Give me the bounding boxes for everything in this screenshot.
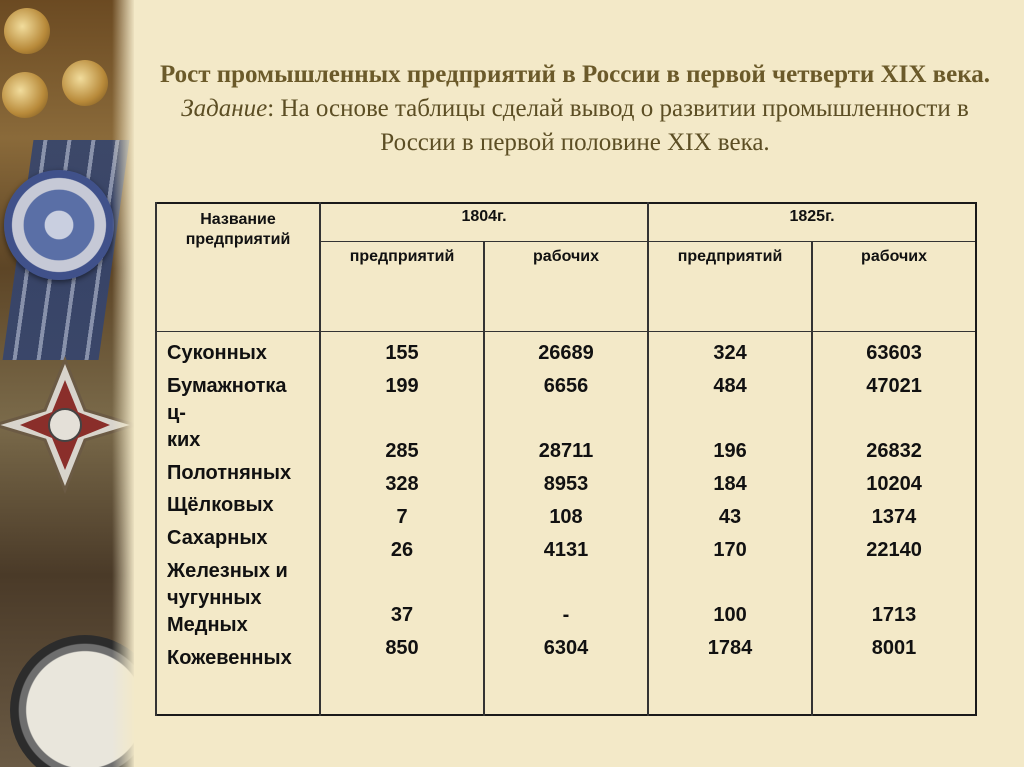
value-cell: 8001 <box>871 637 917 660</box>
row-name: Щёлковых <box>167 494 274 517</box>
value-cell: 10204 <box>866 473 922 496</box>
value-cell: 184 <box>713 473 747 496</box>
row-name: ц- <box>167 401 186 424</box>
col-1825-workers <box>812 332 976 716</box>
value-cell <box>322 572 482 605</box>
row-name: Суконных <box>167 342 267 364</box>
task-label: Задание <box>181 95 268 122</box>
header-year-1804: 1804г. <box>320 203 648 242</box>
row-name: Кожевенных <box>167 646 292 669</box>
row-name: Полотняных <box>167 461 292 484</box>
value-cell: 47021 <box>866 374 922 397</box>
value-cell: 8953 <box>543 473 589 496</box>
row-name: ких <box>167 428 201 451</box>
value-cell: 328 <box>385 473 419 496</box>
value-cell: 6656 <box>543 374 589 397</box>
value-cell <box>486 670 646 703</box>
value-cell <box>322 670 482 703</box>
value-cell: 108 <box>549 505 583 528</box>
row-name: Медных <box>167 613 248 636</box>
value-cell: 43 <box>718 505 742 528</box>
value-cell: 1374 <box>871 505 917 528</box>
value-cell: 22140 <box>866 538 922 561</box>
value-cell <box>650 572 810 605</box>
task-text <box>150 92 1000 160</box>
value-cell: 850 <box>385 637 419 660</box>
industry-table <box>155 202 977 716</box>
header-sub-enterprises-1804: предприятий <box>320 242 484 332</box>
value-cell: 285 <box>385 440 419 463</box>
value-cell: 170 <box>713 538 747 561</box>
row-name: Бумажнотка <box>167 374 287 397</box>
col-1804-enterprises <box>320 332 484 716</box>
col-1804-workers <box>484 332 648 716</box>
value-cell: 63603 <box>866 342 922 364</box>
value-cell: 26689 <box>538 342 594 364</box>
header-sub-workers-1825: рабочих <box>812 242 976 332</box>
value-cell <box>814 408 974 441</box>
value-cell: - <box>562 604 570 627</box>
value-cell: 196 <box>713 440 747 463</box>
value-cell: 199 <box>385 374 419 397</box>
value-cell <box>486 408 646 441</box>
value-cell: 324 <box>713 342 747 364</box>
header-sub-workers-1804: рабочих <box>484 242 648 332</box>
value-cell: 1713 <box>871 604 917 627</box>
row-name: чугунных <box>167 586 262 609</box>
page-title: Рост промышленных предприятий в России в первой четверти XIX века. <box>159 61 991 88</box>
value-cell: 37 <box>390 604 414 627</box>
title-block <box>150 58 1000 160</box>
header-name-col: Название предприятий <box>156 203 320 332</box>
value-cell <box>650 408 810 441</box>
value-cell <box>814 572 974 605</box>
value-cell <box>486 572 646 605</box>
value-cell: 155 <box>385 342 419 364</box>
value-cell <box>650 670 810 703</box>
medal-rosette <box>4 170 114 280</box>
value-cell: 4131 <box>543 538 589 561</box>
value-cell: 484 <box>713 374 747 397</box>
value-cell: 1784 <box>707 637 753 660</box>
row-name: Сахарных <box>167 527 268 550</box>
header-sub-enterprises-1825: предприятий <box>648 242 812 332</box>
col-1825-enterprises <box>648 332 812 716</box>
task-body: : На основе таблицы сделай вывод о развитии промышленности в России в первой половине XIX века. <box>267 95 969 156</box>
value-cell: 7 <box>396 505 408 528</box>
value-cell: 6304 <box>543 637 589 660</box>
value-cell: 26 <box>390 538 414 561</box>
row-name: Железных и <box>167 559 288 582</box>
value-cell: 26832 <box>866 440 922 463</box>
header-year-1825: 1825г. <box>648 203 976 242</box>
value-cell: 100 <box>713 604 747 627</box>
value-cell <box>322 408 482 441</box>
names-column <box>156 332 320 716</box>
decorative-photo-strip <box>0 0 134 767</box>
value-cell <box>814 670 974 703</box>
value-cell: 28711 <box>538 440 594 463</box>
